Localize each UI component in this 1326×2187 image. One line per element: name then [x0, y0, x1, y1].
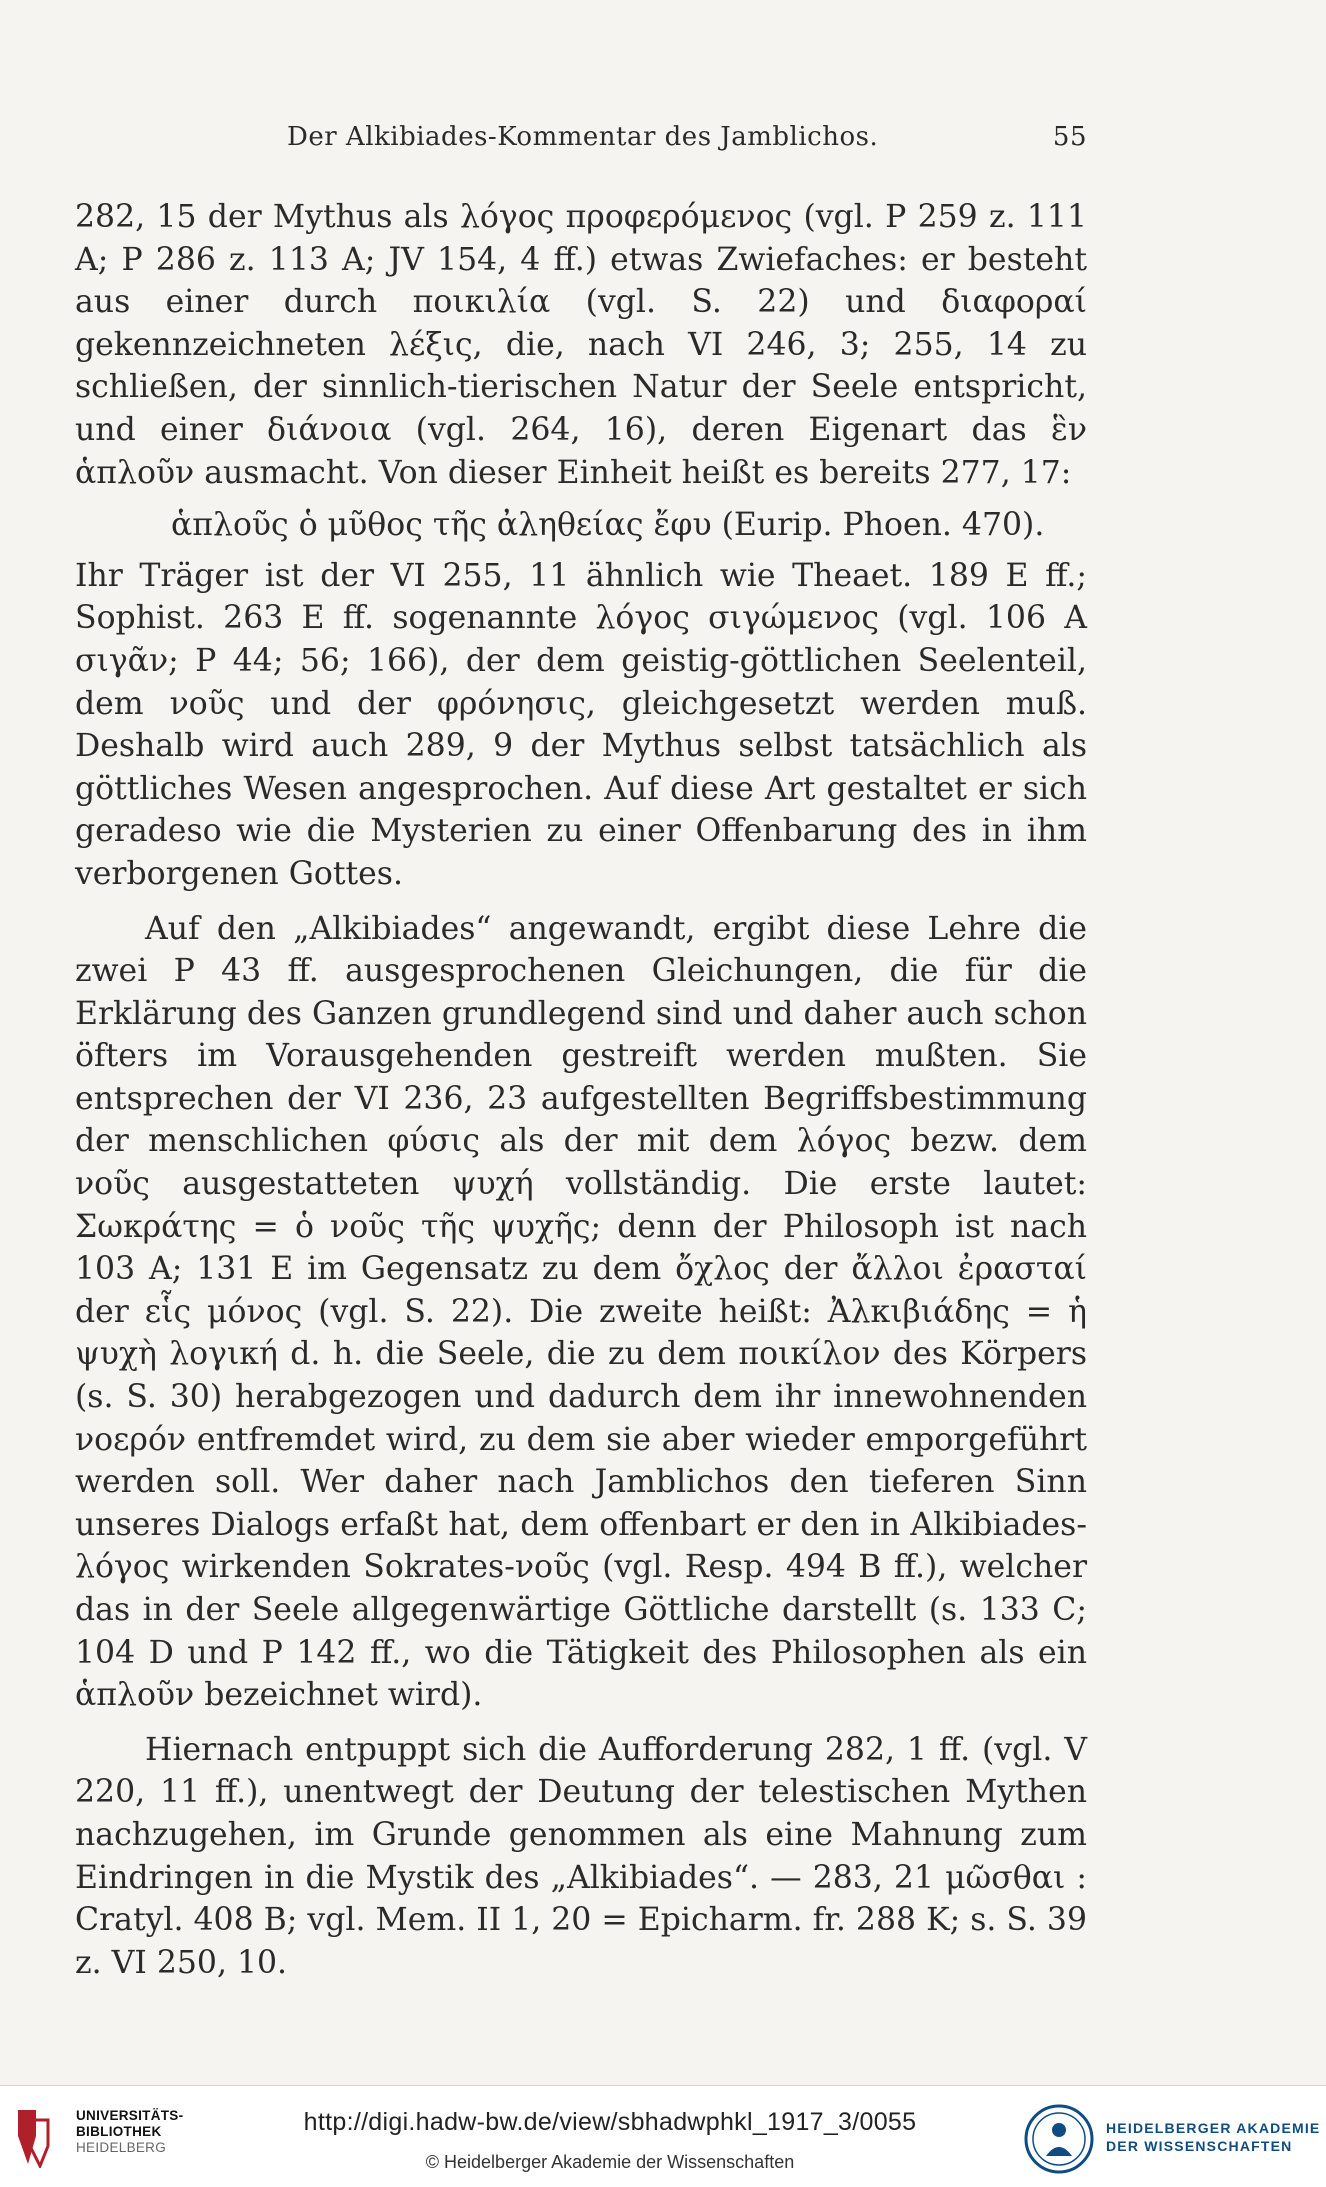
library-city: HEIDELBERG [76, 2140, 167, 2155]
greek-quotation: ἁπλοῦς ὁ μῦθος τῆς ἀληθείας ἔφυ (Eurip. Phoen. 470). [171, 507, 1045, 544]
paragraph-4: Hiernach entpuppt sich die Aufforderung 282, 1 ff. (vgl. V 220, 11 ff.), unentwegt der Deutung der telestischen Mythen nachzugehen, im Grunde genommen als eine Mahnung zum Eindringen in die Mystik des „Alkibiades“. — 283, 21 μῶσθαι : Cratyl. 408 B; vgl. Mem. II 1, 20 = Epicharm. fr. 288 K; s. S. 39 z. VI 250, 10. [75, 1731, 1087, 1981]
paragraph-2: Ihr Träger ist der VI 255, 11 ähnlich wie Theaet. 189 E ff.; Sophist. 263 E ff. sogenannte λόγος σιγώμενος (vgl. 106 A σιγᾶν; P 44; 56; 166), der dem geistig-göttlichen Seelenteil, dem νοῦς und der φρόνησις, gleichgesetzt werden muß. Deshalb wird auch 289, 9 der Mythus selbst tatsächlich als göttliches Wesen angesprochen. Auf diese Art gestaltet er sich geradeso wie die Mysterien zu einer Offenbarung des in ihm verborgenen Gottes. [75, 557, 1087, 892]
page-number: 55 [1052, 122, 1087, 152]
permalink-url[interactable]: http://digi.hadw-bw.de/view/sbhadwphkl_1917_3/0055 [303, 2108, 917, 2136]
body-text [75, 196, 1087, 1984]
viewer-footer [0, 2085, 1326, 2187]
library-name [76, 2108, 183, 2156]
paragraph-3: Auf den „Alkibiades“ angewandt, ergibt diese Lehre die zwei P 43 ff. ausgesprochenen Gleichungen, die für die Erklärung des Ganzen grundlegend sind und daher auch schon öfters im Vorausgehenden gestreift werden mußten. Sie entsprechen der VI 236, 23 aufgestellten Begriffsbestimmung der menschlichen φύσις als der mit dem λόγος bezw. dem νοῦς ausgestatteten ψυχή vollständig. Die erste lautet: Σωκράτης = ὁ νοῦς τῆς ψυχῆς; denn der Philosoph ist nach 103 A; 131 E im Gegensatz zu dem ὄχλος der ἄλλοι ἐρασταί der εἷς μόνος (vgl. S. 22). Die zweite heißt: Ἀλκιβιάδης = ἡ ψυχὴ λογική d. h. die Seele, die zu dem ποικίλον des Körpers (s. S. 30) herabgezogen und dadurch dem ihr innewohnenden νοερόν entfremdet wird, zu dem sie aber wieder emporgeführt werden soll. Wer daher nach Jamblichos den tieferen Sinn unseres Dialogs erfaßt hat, dem offenbart er den in Alkibiades-λόγος wirkenden Sokrates-νοῦς (vgl. Resp. 494 B ff.), welcher das in der Seele allgegenwärtige Göttliche darstellt (s. 133 C; 104 D und P 142 ff., wo die Tätigkeit des Philosophen als ein ἁπλοῦν bezeichnet wird). [75, 910, 1087, 1714]
library-name-line-1: UNIVERSITÄTS- [76, 2108, 184, 2123]
academy-name-line-1: HEIDELBERGER AKADEMIE [1106, 2120, 1321, 2136]
library-name-line-2: BIBLIOTHEK [76, 2124, 162, 2139]
academy-name [1106, 2119, 1320, 2155]
running-title: Der Alkibiades-Kommentar des Jamblichos. [287, 122, 879, 152]
running-header [75, 122, 1087, 158]
paragraph-1: 282, 15 der Mythus als λόγος προφερόμενος (vgl. P 259 z. 111 A; P 286 z. 113 A; JV 154, 4 ff.) etwas Zwiefaches: er besteht aus einer durch ποικιλία (vgl. S. 22) und διαφοραί gekennzeichneten λέξις, die, nach VI 246, 3; 255, 14 zu schließen, der sinnlich-tierischen Natur der Seele entspricht, und einer διάνοια (vgl. 264, 16), deren Eigenart das ἓν ἁπλοῦν ausmacht. Von dieser Einheit heißt es bereits 277, 17: [75, 199, 1087, 491]
university-library-logo-icon [14, 2106, 54, 2168]
academy-name-line-2: DER WISSENSCHAFTEN [1106, 2138, 1293, 2154]
academy-seal-icon [1022, 2102, 1096, 2176]
copyright-notice: © Heidelberger Akademie der Wissenschaften [425, 2152, 795, 2172]
